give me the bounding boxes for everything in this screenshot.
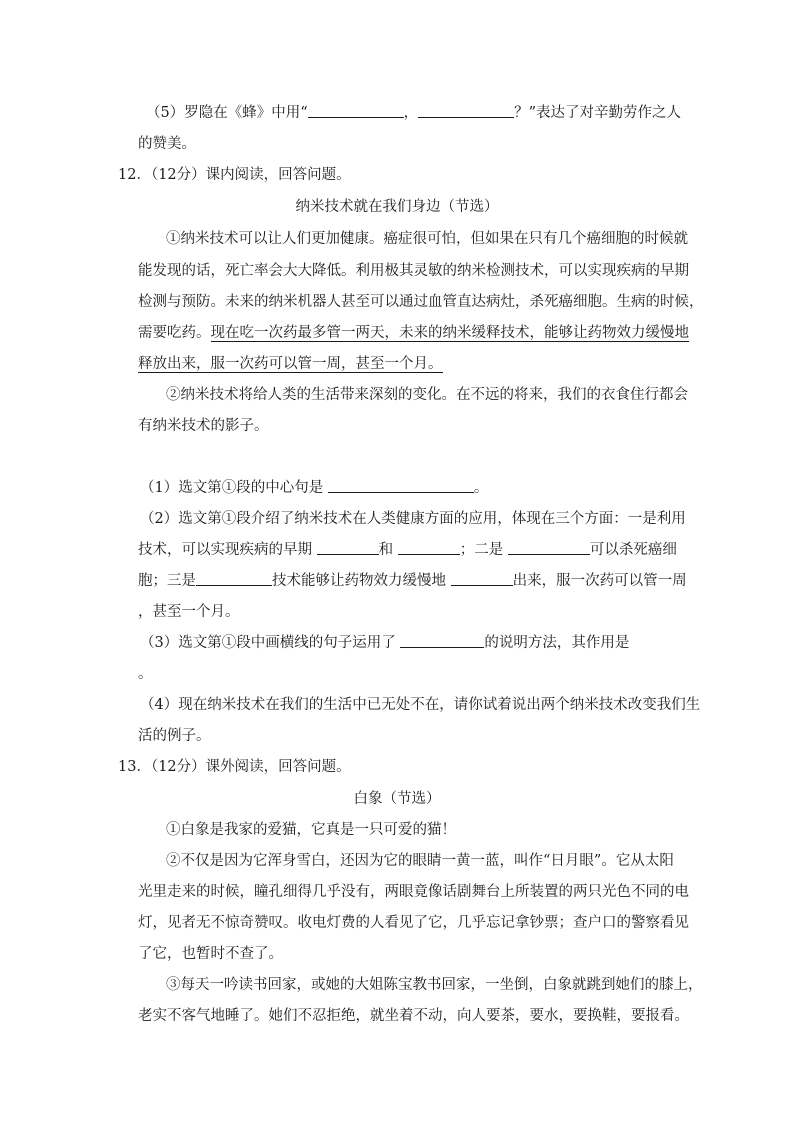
paragraph-line: 检测与预防。未来的纳米机器人甚至可以通过血管直达病灶，杀死癌细胞。生病的时候， xyxy=(138,294,704,310)
paragraph-line: 老实不客气地睡了。她们不忍拒绝，就坐着不动，向人要茶，要水，要换鞋，要报看。 xyxy=(138,1008,689,1024)
paragraph-line: ①白象是我家的爱猫，它真是一只可爱的猫！ xyxy=(166,822,456,838)
paragraph-line: 光里走来的时候，瞳孔细得几乎没有，两眼竟像话剧舞台上所装置的两只光色不同的电 xyxy=(138,884,689,900)
answer-blank[interactable] xyxy=(317,540,379,555)
answer-blank[interactable] xyxy=(400,633,484,648)
paragraph-line: 了它，也暂时不查了。 xyxy=(138,946,283,962)
paragraph-line: 能发现的话，死亡率会大大降低。利用极其灵敏的纳米检测技术，可以实现疾病的早期 xyxy=(138,263,689,279)
underlined-sentence: 释放出来，服一次药可以管一周，甚至一个月。 xyxy=(138,356,443,372)
paragraph-line: 灯，见者无不惊奇赞叹。收电灯费的人看见了它，几乎忘记拿钞票；查户口的警察看见 xyxy=(138,915,689,931)
answer-blank[interactable] xyxy=(328,478,474,493)
subquestion-2-line-2: 技术，可以实现疾病的早期 和 ；二是 可以杀死癌细 xyxy=(138,542,677,558)
passage-title-nano: 纳米技术就在我们身边（节选） xyxy=(295,199,499,215)
paragraph-line: 有纳米技术的影子。 xyxy=(138,418,269,434)
paragraph-line xyxy=(138,354,443,374)
question-12-heading: 12．（12分）课内阅读，回答问题。 xyxy=(118,167,351,183)
answer-blank[interactable] xyxy=(451,571,513,586)
answer-blank[interactable] xyxy=(418,103,514,118)
paragraph-line: ③每天一吟读书回家，或她的大姐陈宝教书回家，一坐倒，白象就跳到她们的膝上， xyxy=(166,977,703,993)
subquestion-4-line-1: （4）现在纳米技术在我们的生活中已无处不在，请你试着说出两个纳米技术改变我们生 xyxy=(140,697,701,713)
subquestion-2-line-4: ，甚至一个月。 xyxy=(138,604,240,620)
subquestion-1: （1）选文第①段的中心句是 。 xyxy=(140,480,489,496)
question-13-heading: 13．（12分）课外阅读，回答问题。 xyxy=(118,759,351,775)
q11-5-line-2: 的赞美。 xyxy=(138,136,196,152)
paragraph-line: ②不仅是因为它浑身雪白，还因为它的眼睛一黄一蓝，叫作“日月眼”。它从太阳 xyxy=(166,853,674,869)
answer-blank[interactable] xyxy=(508,540,590,555)
paragraph-line: ①纳米技术可以让人们更加健康。癌症很可怕，但如果在只有几个癌细胞的时候就 xyxy=(166,231,688,247)
answer-blank[interactable] xyxy=(196,571,272,586)
subquestion-4-line-2: 活的例子。 xyxy=(138,728,211,744)
answer-blank[interactable] xyxy=(398,540,460,555)
subquestion-2-line-3: 胞；三是 技术能够让药物效力缓慢地 出来，服一次药可以管一周 xyxy=(138,573,687,589)
answer-blank[interactable] xyxy=(308,103,404,118)
subquestion-3-line-2: 。 xyxy=(138,666,153,682)
passage-title-white-elephant: 白象（节选） xyxy=(353,791,441,807)
subquestion-3-line-1: （3）选文第①段中画横线的句子运用了 的说明方法，其作用是 xyxy=(140,635,630,651)
subquestion-2-line-1: （2）选文第①段介绍了纳米技术在人类健康方面的应用，体现在三个方面：一是利用 xyxy=(140,511,686,527)
paragraph-line: 需要吃药。现在吃一次药最多管一两天，未来的纳米缓释技术，能够让药物效力缓慢地 xyxy=(138,325,689,341)
paragraph-line: ②纳米技术将给人类的生活带来深刻的变化。在不远的将来，我们的衣食住行都会 xyxy=(166,387,688,403)
underlined-sentence: 现在吃一次药最多管一两天，未来的纳米缓释技术，能够让药物效力缓慢地 xyxy=(210,325,689,341)
q11-5-line-1: （5）罗隐在《蜂》中用“ ， ？”表达了对辛勤劳作之人 xyxy=(146,105,682,121)
